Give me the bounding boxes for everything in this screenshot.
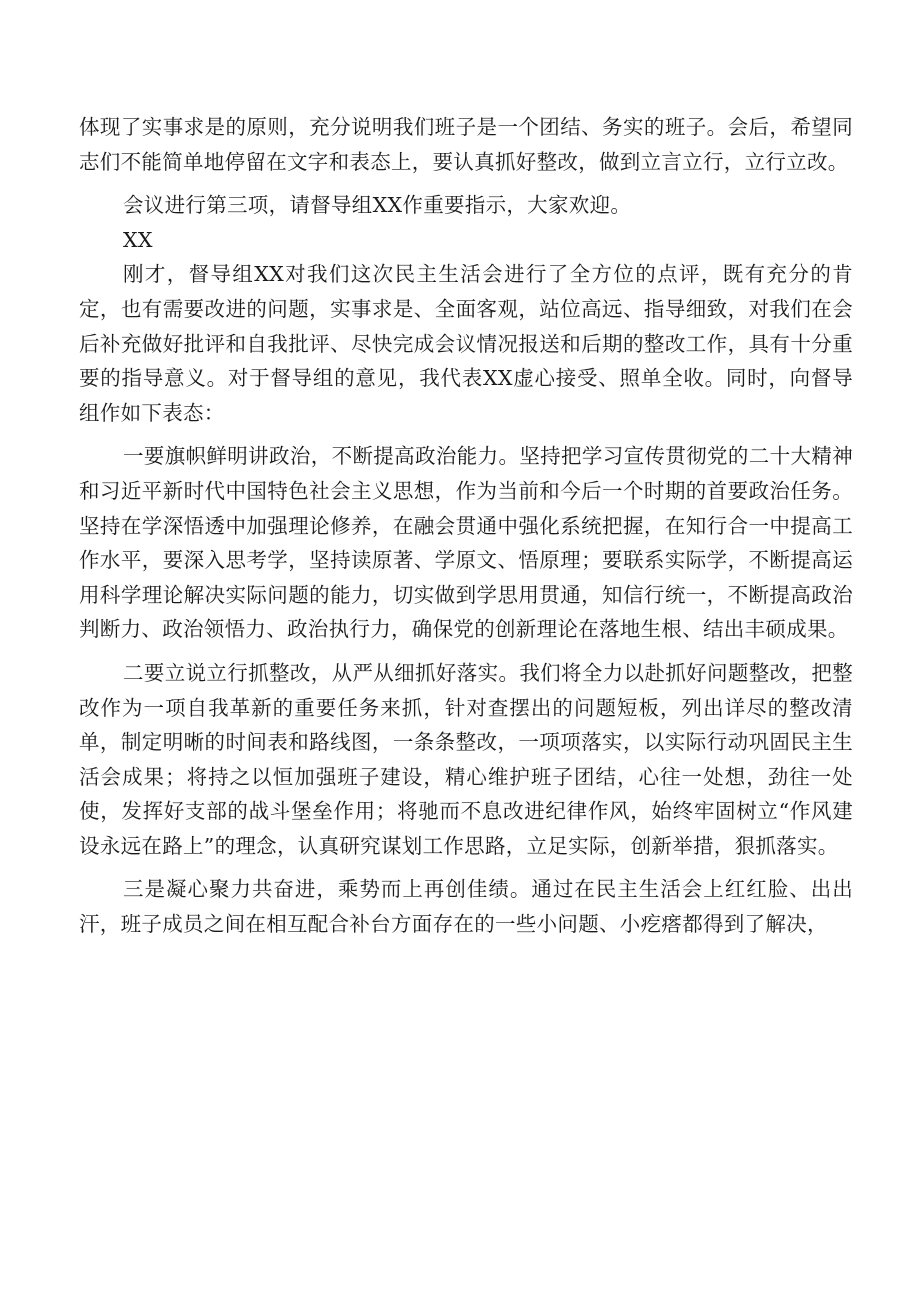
paragraph-speaker-name: XX	[123, 227, 153, 252]
document-page	[79, 110, 853, 942]
paragraph-agenda-item: 会议进行第三项，请督导组XX作重要指示，大家欢迎。	[123, 193, 632, 218]
paragraph-response: 刚才，督导组XX对我们这次民主生活会进行了全方位的点评，既有充分的肯定，也有需要改进的问题，实事求是、全面客观，站位高远、指导细致，对我们在会后补充做好批评和自我批评、尽快完成会议情况报送和后期的整改工作，具有十分重要的指导意义。对于督导组的意见，我代表XX虚心接受、照单全收。同时，向督导组作如下表态：	[79, 262, 853, 425]
paragraph-continuation: 体现了实事求是的原则，充分说明我们班子是一个团结、务实的班子。会后，希望同志们不能简单地停留在文字和表态上，要认真抓好整改，做到立言立行，立行立改。	[79, 115, 853, 174]
paragraph-point-two: 二要立说立行抓整改，从严从细抓好落实。我们将全力以赴抓好问题整改，把整改作为一项自我革新的重要任务来抓，针对查摆出的问题短板，列出详尽的整改清单，制定明晰的时间表和路线图，一条条整改，一项项落实，以实际行动巩固民主生活会成果；将持之以恒加强班子建设，精心维护班子团结，心往一处想，劲往一处使，发挥好支部的战斗堡垒作用；将驰而不息改进纪律作风，始终牢固树立“作风建设永远在路上”的理念，认真研究谋划工作思路，立足实际，创新举措，狠抓落实。	[79, 660, 853, 858]
paragraph-point-one: 一要旗帜鲜明讲政治，不断提高政治能力。坚持把学习宣传贯彻党的二十大精神和习近平新时代中国特色社会主义思想，作为当前和今后一个时期的首要政治任务。坚持在学深悟透中加强理论修养，在融会贯通中强化系统把握，在知行合一中提高工作水平，要深入思考学，坚持读原著、学原文、悟原理；要联系实际学，不断提高运用科学理论解决实际问题的能力，切实做到学思用贯通，知信行统一，不断提高政治判断力、政治领悟力、政治执行力，确保党的创新理论在落地生根、结出丰硕成果。	[79, 444, 853, 642]
paragraph-point-three: 三是凝心聚力共奋进，乘势而上再创佳绩。通过在民主生活会上红红脸、出出汗，班子成员之间在相互配合补台方面存在的一些小问题、小疙瘩都得到了解决，	[79, 877, 853, 937]
